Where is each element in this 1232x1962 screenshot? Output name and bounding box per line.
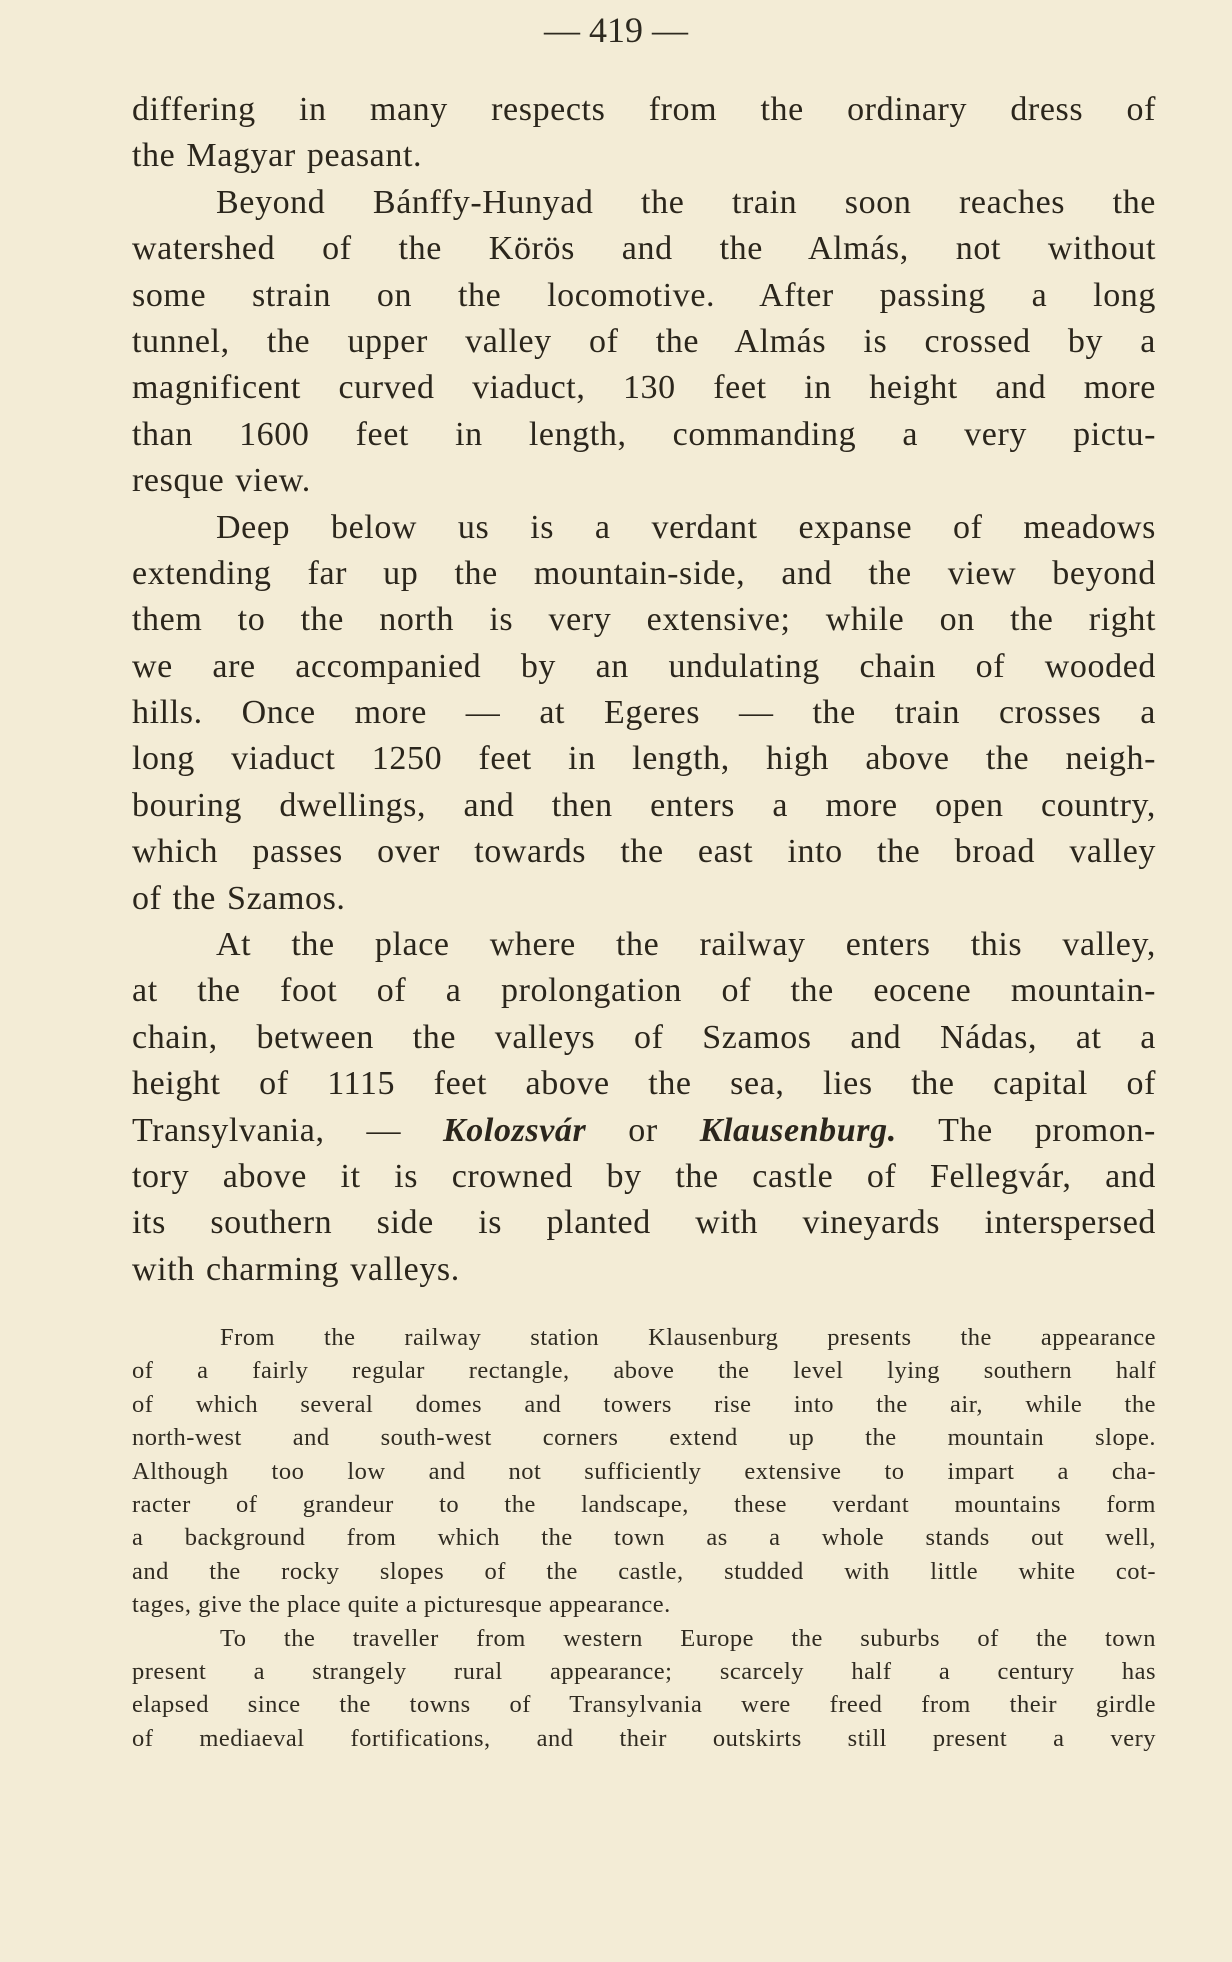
text-line: of which several domes and towers rise into the air, while the xyxy=(132,1390,1156,1418)
text-line: hills. Once more — at Egeres — the train crosses a xyxy=(132,694,1156,732)
text-line: watershed of the Körös and the Almás, not without xyxy=(132,230,1156,268)
text-line-with-place-names xyxy=(132,1108,1156,1154)
place-name-kolozsvar: Kolozsvár xyxy=(443,1111,587,1149)
text-line: of mediaeval fortifications, and their outskirts still present a very xyxy=(132,1724,1156,1752)
text-line: the Magyar peasant. xyxy=(132,137,423,175)
text-line: which passes over towards the east into the broad valley xyxy=(132,833,1156,871)
paragraph-start-line: To the traveller from western Europe the suburbs of the town xyxy=(220,1624,1156,1652)
text-line: than 1600 feet in length, commanding a very pictu- xyxy=(132,415,1156,453)
text-line: them to the north is very extensive; while on the right xyxy=(132,601,1156,639)
text-line: chain, between the valleys of Szamos and Nádas, at a xyxy=(132,1018,1156,1056)
text-line: height of 1115 feet above the sea, lies the capital of xyxy=(132,1065,1156,1103)
text-line: tages, give the place quite a picturesque appearance. xyxy=(132,1591,671,1619)
main-body-text xyxy=(132,87,1156,1293)
text-line: elapsed since the towns of Transylvania were freed from their girdle xyxy=(132,1691,1156,1719)
text-line: tunnel, the upper valley of the Almás is crossed by a xyxy=(132,322,1156,360)
small-print-text xyxy=(132,1321,1156,1755)
text-line: of a fairly regular rectangle, above the level lying southern half xyxy=(132,1357,1156,1385)
text-line: at the foot of a prolongation of the eocene mountain- xyxy=(132,972,1156,1010)
place-name-klausenburg: Klausenburg. xyxy=(699,1111,897,1149)
text-line: Although too low and not sufficiently extensive to impart a cha- xyxy=(132,1457,1156,1485)
text-line: with charming valleys. xyxy=(132,1250,460,1288)
text-line: bouring dwellings, and then enters a more open country, xyxy=(132,786,1156,824)
text-line: present a strangely rural appearance; scarcely half a century has xyxy=(132,1657,1156,1685)
paragraph-start-line: From the railway station Klausenburg presents the appearance xyxy=(220,1324,1156,1351)
paragraph-start-line: Deep below us is a verdant expanse of meadows xyxy=(216,508,1156,546)
text-line: extending far up the mountain-side, and the view beyond xyxy=(132,554,1156,592)
text-fragment: The promon- xyxy=(896,1111,1156,1149)
text-line: long viaduct 1250 feet in length, high above the neigh- xyxy=(132,740,1156,778)
paragraph-start-line: Beyond Bánffy-Hunyad the train soon reaches the xyxy=(216,183,1156,221)
text-line: and the rocky slopes of the castle, studded with little white cot- xyxy=(132,1557,1156,1585)
text-line: racter of grandeur to the landscape, these verdant mountains form xyxy=(132,1490,1156,1518)
text-line: we are accompanied by an undulating chain of wooded xyxy=(132,647,1156,685)
text-fragment: Transylvania, — xyxy=(132,1111,444,1149)
text-line: magnificent curved viaduct, 130 feet in height and more xyxy=(132,369,1156,407)
page-number: — 419 — xyxy=(544,10,688,50)
text-line: some strain on the locomotive. After passing a long xyxy=(132,276,1156,314)
paragraph-start-line: At the place where the railway enters this valley, xyxy=(216,926,1156,964)
text-line: tory above it is crowned by the castle of Fellegvár, and xyxy=(132,1157,1156,1195)
text-line: its southern side is planted with vineyards interspersed xyxy=(132,1204,1156,1242)
text-line: north-west and south-west corners extend up the mountain slope. xyxy=(132,1424,1156,1452)
text-fragment: or xyxy=(586,1111,700,1149)
text-line: of the Szamos. xyxy=(132,879,346,917)
text-line: differing in many respects from the ordinary dress of xyxy=(132,91,1156,128)
text-line: resque view. xyxy=(132,462,311,500)
text-line: a background from which the town as a whole stands out well, xyxy=(132,1524,1156,1552)
